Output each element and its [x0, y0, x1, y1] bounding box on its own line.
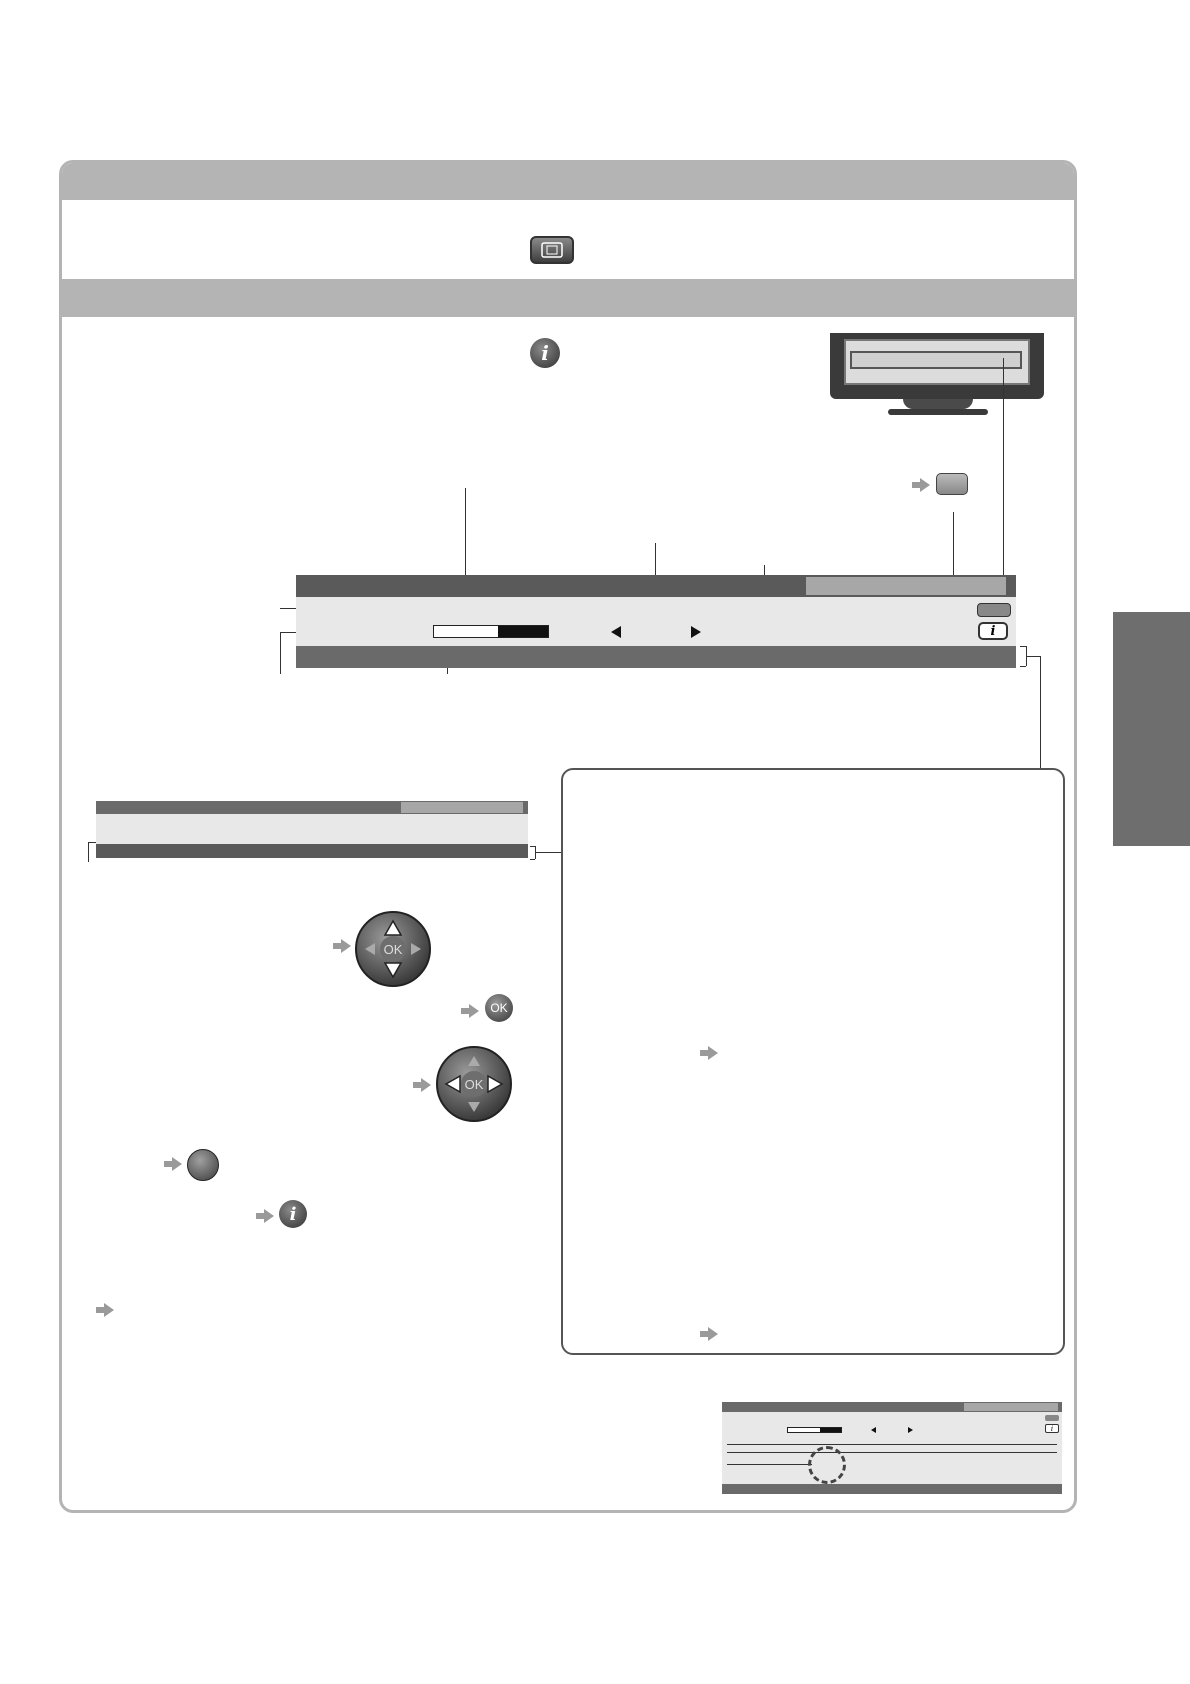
mini-leader: [727, 1464, 812, 1465]
mini-divider: [727, 1452, 1057, 1453]
progress-bar-fill: [498, 626, 548, 637]
tv-aspect-icon: [530, 236, 574, 264]
option-button-icon: [936, 473, 968, 495]
ok-button-icon: OK: [485, 994, 513, 1022]
mini-divider: [727, 1444, 1057, 1445]
arrow-right-icon: [413, 1078, 431, 1092]
section-header-band-1: [62, 163, 1074, 200]
mini-banner-bottom-bar: [722, 1484, 1062, 1494]
leader-line: [88, 842, 89, 862]
tv-stand: [903, 399, 973, 409]
right-arrow-icon: [691, 626, 701, 638]
right-arrow-icon: [908, 1427, 913, 1433]
info-icon: i: [530, 338, 560, 368]
arrow-right-icon: [164, 1157, 182, 1171]
leader-line: [1040, 656, 1041, 768]
info-banner: [296, 575, 1016, 668]
dpad-icon: [355, 911, 431, 987]
mini-info-banner: [722, 1402, 1062, 1494]
left-arrow-icon: [871, 1427, 876, 1433]
arrow-right-icon: [912, 478, 930, 492]
arrow-right-icon: [461, 1004, 479, 1018]
leader-line: [1003, 358, 1004, 360]
info-banner-time-field: [806, 577, 1006, 595]
colour-button-icon: [187, 1149, 219, 1181]
info-icon: i: [1045, 1424, 1059, 1433]
mini-progress-bar-fill: [820, 1428, 841, 1432]
option-button-icon: [977, 603, 1011, 617]
arrow-right-icon: [96, 1303, 114, 1317]
arrow-right-icon: [700, 1327, 718, 1341]
small-banner-time-field: [401, 802, 523, 813]
mini-banner-time-field: [964, 1403, 1058, 1411]
info-banner-bottom-bar: [296, 646, 1016, 668]
leader-line: [1003, 360, 1004, 577]
info-banner-body: [296, 597, 1016, 646]
mini-progress-bar: [787, 1427, 842, 1433]
progress-bar: [433, 625, 549, 638]
highlight-circle: [808, 1446, 846, 1484]
arrow-right-icon: [256, 1209, 274, 1223]
arrow-right-icon: [700, 1046, 718, 1060]
option-button-icon: [1045, 1415, 1059, 1421]
dpad-ok-icon: OK: [461, 1071, 487, 1097]
arrow-right-icon: [333, 939, 351, 953]
info-icon: i: [978, 622, 1008, 640]
tv-stand-base: [888, 409, 988, 415]
small-banner-body: [96, 814, 528, 844]
small-banner-bottom-bar: [96, 844, 528, 858]
leader-line: [88, 842, 96, 843]
dpad-ok-icon: OK: [380, 936, 406, 962]
leader-line: [465, 488, 466, 580]
leader-line: [280, 632, 281, 674]
dpad-icon: [436, 1046, 512, 1122]
leader-line: [536, 852, 561, 853]
mini-banner-body: [722, 1412, 1062, 1484]
tv-illustration: [830, 333, 1044, 399]
leader-line: [1026, 656, 1040, 657]
chapter-side-tab: [1113, 612, 1190, 846]
leader-line: [953, 512, 954, 580]
left-arrow-icon: [611, 626, 621, 638]
section-header-band-2: [62, 279, 1074, 317]
tv-screen-banner: [850, 351, 1022, 369]
small-info-banner: [96, 801, 528, 858]
info-icon: i: [279, 1200, 307, 1228]
bracket: [1020, 666, 1026, 667]
bracket: [530, 859, 535, 860]
callout-box: [561, 768, 1065, 1355]
